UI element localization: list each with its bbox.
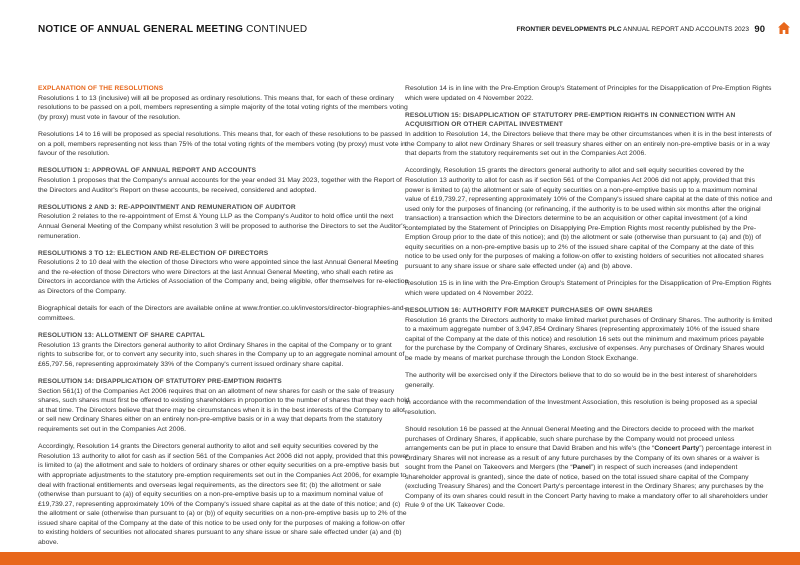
footer-accent-bar <box>0 552 800 565</box>
resolution-1 <box>38 166 410 195</box>
paragraph: Accordingly, Resolution 14 grants the Directors general authority to allot and sell equity securities covered by the Resolution 13 authority to allot for cash as if section 561 of the Companies Act 2006 did not apply, provided that this power is limited to (a) the allotment and sale to holders of ordinary shares or other equity securities on a pre-emptive basis but with appropriate adjustments to the statutory pre-emption requirements set out in the Companies Act 2006, for example to deal with fractional entitlements and overseas legal requirements, as the directors see fit; (b) the allotment or sale (otherwise than pursuant to (a)) of equity securities on a non-pre-emptive basis up to a maximum nominal value of £19,739.27, representing approximately 10% of the Company's issued share capital as at the date of this notice; and (c) the allotment or sale (otherwise than pursuant to (a) or (b)) of equity securities on a non-pre-emptive basis up to 2% of the issued share capital of the Company at the date of this notice to be used only for the purposes of making a follow-on offer to existing holders of securities not allocated shares pursuant to any share issue or share sale effected under (a) and (b) above. <box>38 443 409 546</box>
paragraph: In accordance with the recommendation of the Investment Association, this resolution is being proposed as a special resolution. <box>405 399 758 416</box>
page-header <box>0 0 800 62</box>
paragraph: Resolution 16 grants the Directors authority to make limited market purchases of Ordinary Shares. The authority is limited to a maximum aggregate number of 3,947,854 Ordinary Shares (representing approximately 10% of the issued share capital of the Company at the date of this notice) and resolution 16 sets out the minimum and maximum prices payable for the purchase by the Company of Ordinary Shares, exclusive of expenses. Any purchases of Ordinary Shares would be made by means of market purchase through the London Stock Exchange. <box>405 316 773 362</box>
paragraph: In addition to Resolution 14, the Directors believe that there may be other circumstances when it is in the best interests of the Company to allot new Ordinary Shares or sell treasury shares either on an entirely non-pre-emptive basis or in a way that departs from the statutory requirements set out in the Companies Act 2006. <box>405 130 772 158</box>
home-icon[interactable] <box>777 21 791 35</box>
explanation-section <box>38 84 410 122</box>
resolution-heading: RESOLUTION 1: APPROVAL OF ANNUAL REPORT AND ACCOUNTS <box>38 167 257 175</box>
biographies-paragraph: Biographical details for each of the Directors are available online at www.frontier.co.uk/investors/director-biographies-and-committees. <box>38 305 406 322</box>
section-title <box>38 24 307 35</box>
paragraph: Resolution 1 proposes that the Company's annual accounts for the year ended 31 May 2023, together with the Report of the Directors and Auditor's Report on these accounts, be received, considered and adopted. <box>38 176 402 194</box>
paragraph: The authority will be exercised only if the Directors believe that to do so would be in the best interest of shareholders generally. <box>405 372 757 389</box>
defined-term: Panel <box>572 464 591 472</box>
paragraph: Resolution 13 grants the Directors general authority to allot Ordinary Shares in the capital of the Company or to grant rights to subscribe for, or to convert any security into, such shares in the Company up to an aggregate nominal amount of £65,797.56, representing approximately 33% of the Company's current issued ordinary share capital. <box>38 341 405 368</box>
report-title <box>516 26 749 33</box>
resolution-heading: RESOLUTION 14: DISAPPLICATION OF STATUTORY PRE-EMPTION RIGHTS <box>38 378 282 386</box>
explanation-heading: EXPLANATION OF THE RESOLUTIONS <box>38 85 164 92</box>
resolution-heading: RESOLUTION 13: ALLOTMENT OF SHARE CAPITAL <box>38 332 205 340</box>
resolution-13 <box>38 331 410 369</box>
resolution-heading: RESOLUTION 16: AUTHORITY FOR MARKET PURCHASES OF OWN SHARES <box>405 307 653 315</box>
paragraph: Section 561(1) of the Companies Act 2006 requires that on an allotment of new shares for cash or the sale of treasury shares, such shares must first be offered to existing shareholders in proportion to the number of shares that they each hold at that time. The Directors believe that there may be circumstances when it is in the best interests of the Company to allot or sell new Ordinary Shares either on an entirely non-pre-emptive basis or in a way that departs from the statutory requirements set out in the Companies Act 2006. <box>38 387 410 433</box>
paragraph: Resolution 14 is in line with the Pre-Emption Group's Statement of Principles for the Disapplication of Pre-Emption Rights which were updated on 4 November 2022. <box>405 85 772 102</box>
paragraph: Resolution 15 is in line with the Pre-Emption Group's Statement of Principles for the Disapplication of Pre-Emption Rights which were updated on 4 November 2022. <box>405 280 772 297</box>
paragraph: Resolutions 2 to 10 deal with the election of those Directors who were appointed since the last Annual General Meeting and the re-election of those Directors who were Directors at the last Annual General Meeting, who shall each retire as Directors in accordance with the Articles of Association of the Company and, being eligible, offer themselves for re-election as Directors of the Company. <box>38 259 409 296</box>
text-run: ”) in respect of such increases (and independent shareholder approval is granted), since the date of notice, based on the total issued share capital of the Company (excluding Treasury Shares) and the Concert Party's percentage interest in the Ordinary Shares; any purchases by the Company of its own shares could result in the Concert Party having to make a mandatory offer to all shareholders under Rule 9 of the UK Takeover Code. <box>405 464 768 510</box>
right-column <box>405 84 773 519</box>
paragraph: Resolution 2 relates to the re-appointment of Ernst & Young LLP as the Company's Auditor to hold office until the next Annual General Meeting of the Company whilst resolution 3 will be proposed to authorise the Directors to set the Auditor's remuneration. <box>38 213 407 240</box>
concert-party-paragraph <box>405 425 773 511</box>
resolution-16 <box>405 306 773 363</box>
section-title-suffix: CONTINUED <box>243 24 308 35</box>
defined-term: Concert Party <box>654 445 700 453</box>
left-column <box>38 84 410 555</box>
section-title-bold: NOTICE OF ANNUAL GENERAL MEETING <box>38 24 244 35</box>
report-name: ANNUAL REPORT AND ACCOUNTS 2023 <box>621 26 749 33</box>
company-name: FRONTIER DEVELOPMENTS PLC <box>516 26 622 33</box>
paragraph: Accordingly, Resolution 15 grants the directors general authority to allot and sell equity securities covered by the Resolution 13 authority to allot for cash as if section 561 of the Companies Act 2006 did not apply, provided that this power is limited to (a) the allotment or sale of equity securities on a non-pre-emptive basis up to a maximum nominal value of £19,739.27, representing approximately 10% of the Company's issued share capital at the date of this notice and used only for the purposes of financing (or refinancing, if the authority is to be used within six months after the original transaction) a transaction which the Directors determine to be an acquisition or other capital investment (of a kind contemplated by the Statement of Principles on Disapplying Pre-Emption Rights most recently published by the Pre-Emption Group prior to the date of this notice); and (b) the allotment or sale (otherwise than pursuant to (a) and (b)) of equity securities on a non-pre-emptive basis up to 2% of the issued share capital of the Company at the date of this notice to be used only for the purposes of making a follow-on offer to existing holders of securities not allocated shares pursuant to any share issue or share sale effected under (a) and (b) above. <box>405 167 773 270</box>
paragraph: Resolutions 1 to 13 (inclusive) will all be proposed as ordinary resolutions. This means that, for each of these ordinary resolutions to be passed on a poll, members representing a simple majority of the total voting rights of the members voting (by proxy) must vote in favour of the resolution. <box>38 94 408 121</box>
resolution-heading: RESOLUTION 15: DISAPPLICATION OF STATUTORY PRE-EMPTION RIGHTS IN CONNECTION WITH AN ACQUISITION OR OTHER CAPITAL INVESTMENT <box>405 111 736 129</box>
text-run: ”) percentage interest in Ordinary Shares will not increase as a result of any future purchases by the Company of its own shares or a waiver is sought from the Panel on Takeovers and Mergers (the “ <box>405 445 772 472</box>
resolution-14 <box>38 377 410 434</box>
resolution-heading: RESOLUTIONS 2 AND 3: RE-APPOINTMENT AND REMUNERATION OF AUDITOR <box>38 203 296 211</box>
paragraph: Resolutions 14 to 16 will be proposed as special resolutions. This means that, for each of these resolutions to be passed on a poll, members representing not less than 75% of the total voting rights of the members voting (by proxy) must vote in favour of the resolution. <box>38 130 406 158</box>
resolution-2-3 <box>38 203 410 241</box>
resolution-heading: RESOLUTIONS 3 TO 12: ELECTION AND RE-ELECTION OF DIRECTORS <box>38 249 269 257</box>
text-run: Should resolution 16 be passed at the Annual General Meeting and the Directors decide to proceed with the market purchases of Ordinary Shares, if applicable, such share purchase by the Company would not proceed unless arrangements can be put in place to ensure that David Braben and his wife's (the “ <box>405 425 754 453</box>
page-number: 90 <box>754 24 765 35</box>
resolution-15 <box>405 111 773 159</box>
resolution-3-12 <box>38 249 410 297</box>
